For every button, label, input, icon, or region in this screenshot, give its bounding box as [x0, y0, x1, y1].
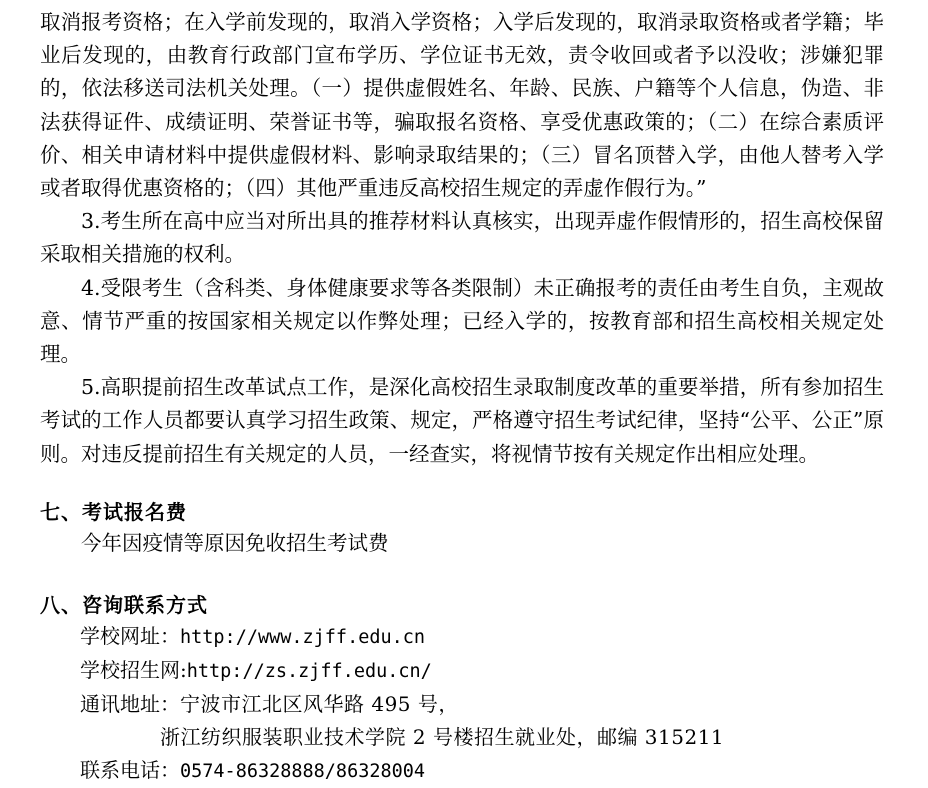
section-eight-heading: 八、咨询联系方式	[40, 593, 208, 618]
contact-admissions-site	[40, 654, 884, 688]
spacer-before-section-seven	[40, 471, 884, 497]
spacer-before-section-eight	[40, 560, 884, 590]
section-seven-text: 今年因疫情等原因免收招生考试费	[81, 530, 389, 555]
contact-address-value: 宁波市江北区风华路 495 号，	[180, 692, 459, 717]
contact-admissions-site-label: 学校招生网:	[80, 658, 187, 683]
paragraph-1: 取消报考资格；在入学前发现的，取消入学资格；入学后发现的，取消录取资格或者学籍；毕业后发现的，由教育行政部门宣布学历、学位证书无效，责令收回或者予以没收；涉嫌犯罪的，依法移送司法机关处理。（一）提供虚假姓名、年龄、民族、户籍等个人信息，伪造、非法获得证件、成绩证明、荣誉证书等，骗取报名资格、享受优惠政策的；（二）在综合素质评价、相关申请材料中提供虚假材料、影响录取结果的；（三）冒名顶替入学，由他人替考入学或者取得优惠资格的；（四）其他严重违反高校招生规定的弄虚作假行为。”	[40, 10, 884, 201]
contact-website-value: http://www.zjff.edu.cn	[180, 627, 426, 649]
contact-phone	[40, 754, 884, 788]
contact-website	[40, 620, 884, 654]
contact-phone-value: 0574-86328888/86328004	[180, 761, 426, 783]
contact-list	[40, 620, 884, 788]
paragraph-3: 4.受限考生（含科类、身体健康要求等各类限制）未正确报考的责任由考生自负，主观故意、情节严重的按国家相关规定以作弊处理；已经入学的，按教育部和招生高校相关规定处理。	[40, 275, 884, 367]
contact-phone-label: 联系电话：	[80, 758, 180, 783]
contact-website-label: 学校网址：	[80, 624, 180, 649]
contact-address-continued-value: 浙江纺织服装职业技术学院 2 号楼招生就业处，邮编 315211	[160, 725, 725, 750]
contact-address-label: 通讯地址：	[80, 692, 180, 717]
paragraph-4: 5.高职提前招生改革试点工作，是深化高校招生录取制度改革的重要举措，所有参加招生考试的工作人员都要认真学习招生政策、规定，严格遵守招生考试纪律，坚持“公平、公正”原则。对违反提前招生有关规定的人员，一经查实，将视情节按有关规定作出相应处理。	[40, 375, 884, 466]
section-seven-heading: 七、考试报名费	[40, 499, 187, 524]
contact-address-continued	[40, 721, 884, 754]
contact-admissions-site-value: http://zs.zjff.edu.cn/	[186, 661, 432, 683]
contact-address	[40, 688, 884, 721]
paragraph-2: 3.考生所在高中应当对所出具的推荐材料认真核实，出现弄虚作假情形的，招生高校保留采取相关措施的权利。	[40, 209, 884, 267]
